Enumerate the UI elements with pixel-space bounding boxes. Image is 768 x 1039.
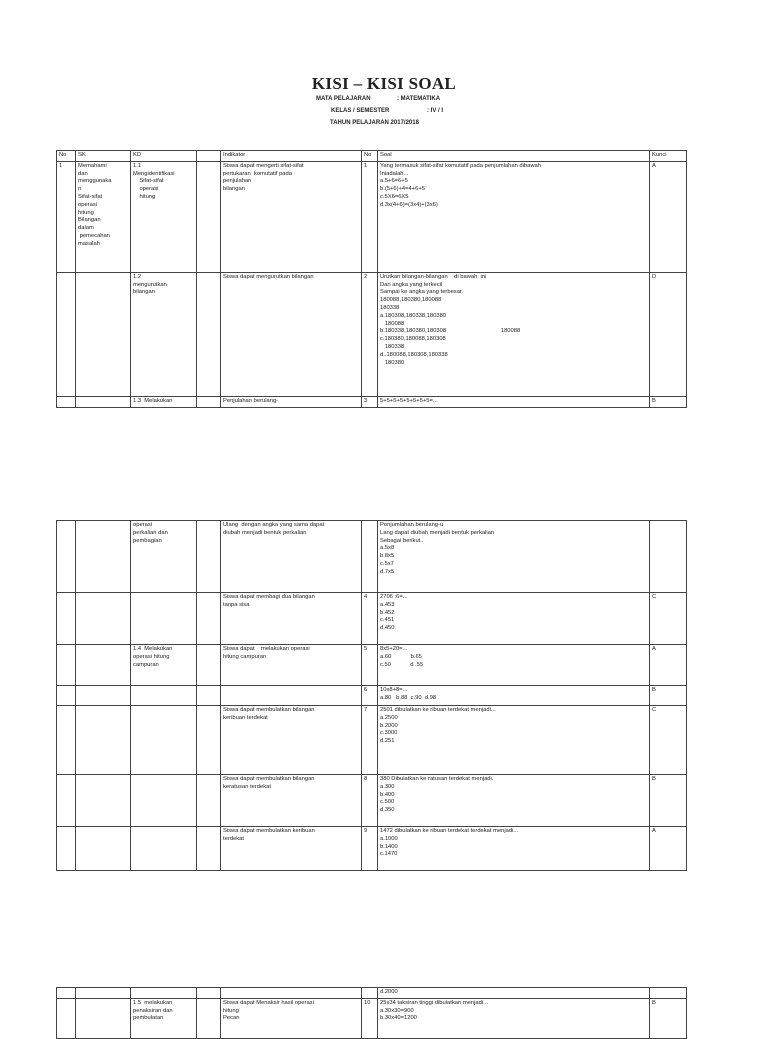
cell-text-line: 180338 <box>380 343 405 350</box>
table-row <box>57 161 687 272</box>
cell-text-line: Urutkan bilangan-bilangan di bawah ini <box>380 273 487 280</box>
soal-cell <box>378 645 650 686</box>
cell-text-line: b.1400 <box>380 843 398 850</box>
cell-text-line: 180088 <box>380 320 405 327</box>
kunci-cell: A <box>650 645 687 686</box>
soal-cell <box>378 686 650 706</box>
cell-text-line: d..180088,180308,180338 <box>380 351 448 358</box>
cell-text-line: pembulatan <box>133 1015 164 1022</box>
kisi-table-page-2 <box>56 520 687 871</box>
table-row <box>57 272 687 396</box>
kd-cell <box>131 775 197 827</box>
cell-text-line: a.30x30=900 <box>380 1007 414 1014</box>
cell-text-line: Sifat-sifat <box>133 178 164 185</box>
indikator-cell <box>221 593 362 645</box>
table-row <box>57 593 687 645</box>
cell-text-line: tanpa sisa <box>223 601 250 608</box>
indikator-cell <box>221 775 362 827</box>
indikator-cell <box>221 686 362 706</box>
tahun-label: TAHUN PELAJARAN 2017/2018 <box>330 120 419 126</box>
kd-cell <box>131 827 197 871</box>
row-no: 1 <box>57 161 76 272</box>
indikator-cell <box>221 988 362 999</box>
cell-text-line: Penjulahan berulang- <box>223 397 279 404</box>
cell-text-line: pertukaran komutatif pada <box>223 170 292 177</box>
cell-text-line: 1.2 <box>133 273 142 280</box>
table-row <box>57 645 687 686</box>
indikator-cell <box>221 827 362 871</box>
table-row <box>57 521 687 593</box>
cell-text-line: a.60 b.65 <box>380 653 422 660</box>
cell-text-line: hitung <box>223 1007 239 1014</box>
sk-cell <box>76 272 131 396</box>
kunci-cell: A <box>650 161 687 272</box>
cell-text-line: d.251 <box>380 738 395 745</box>
question-number: 1 <box>362 161 378 272</box>
indikator-cell <box>221 396 362 407</box>
soal-cell <box>378 775 650 827</box>
cell-text-line: b.2000 <box>380 722 398 729</box>
cell-text-line: Penjumlahan berulang-u <box>380 522 444 528</box>
kunci-cell: C <box>650 706 687 775</box>
header-kd: KD <box>131 151 197 162</box>
table-row <box>57 998 687 1038</box>
kd-cell <box>131 593 197 645</box>
cell-text-line: masalah <box>78 240 100 247</box>
cell-text-line: keribuan terdekat <box>223 714 268 721</box>
cell-text-line: campuran <box>133 661 159 668</box>
cell-text-line: Sebagai berikut.. <box>380 537 424 544</box>
soal-cell <box>378 998 650 1038</box>
sk-cell <box>76 161 131 272</box>
kelas-label: KELAS / SEMESTER <box>331 108 390 114</box>
cell-text-line: c.451 <box>380 617 395 624</box>
kd-cell <box>131 521 197 593</box>
cell-text-line: Pecan <box>223 1015 240 1022</box>
question-number <box>362 521 378 593</box>
cell-text-line: c.50 d .55 <box>380 661 424 668</box>
cell-text-line: 5+5+5+5+5+5+5+5=... <box>380 397 438 404</box>
indikator-cell <box>221 521 362 593</box>
cell-text-line: Siswa dapat membulatkan bilangan <box>223 707 315 713</box>
cell-text-line: dalam <box>78 225 94 232</box>
cell-text-line: bilangan <box>223 186 245 193</box>
cell-text-line: Mengidentifikasi <box>133 170 175 177</box>
kelas-value: : IV / I <box>427 108 444 114</box>
kd-cell <box>131 706 197 775</box>
cell-text-line: b.400 <box>380 791 395 798</box>
kd-cell <box>131 998 197 1038</box>
cell-text-line: 2706 :6=... <box>380 594 408 600</box>
header-indikator: Indikator <box>221 151 362 162</box>
kd-cell <box>131 272 197 396</box>
row-no <box>57 272 76 396</box>
table-row <box>57 396 687 407</box>
soal-cell <box>378 706 650 775</box>
table-row <box>57 827 687 871</box>
cell-text-line: operasi hitung <box>133 653 170 660</box>
kunci-cell: B <box>650 396 687 407</box>
cell-text-line: a.1000 <box>380 835 398 842</box>
question-number: 6 <box>362 686 378 706</box>
cell-text-line: menggunaka <box>78 178 112 185</box>
kd-cell <box>131 161 197 272</box>
soal-cell <box>378 988 650 999</box>
cell-text-line: a.2500 <box>380 714 398 721</box>
kisi-table-page-3 <box>56 987 687 1039</box>
document-title: KISI – KISI SOAL <box>311 74 457 93</box>
cell-text-line: operasi <box>133 522 153 528</box>
cell-text-line: Siswa dapat mengurutkan bilangan <box>223 273 314 280</box>
cell-text-line: Iniadalah... <box>380 170 409 177</box>
cell-text-line: Siswa dapat membulatkan bilangan <box>223 776 315 782</box>
cell-text-line: pemecahan <box>78 232 110 239</box>
cell-text-line: Siswa dapat mengerti sifat-sifat <box>223 162 304 169</box>
indikator-cell <box>221 706 362 775</box>
cell-text-line: 1.4 Melakukan <box>133 646 173 652</box>
indikator-cell <box>221 998 362 1038</box>
cell-text-line: Bilangan <box>78 217 101 224</box>
question-number: 8 <box>362 775 378 827</box>
question-number: 4 <box>362 593 378 645</box>
cell-text-line: penjulahan <box>223 178 252 185</box>
cell-text-line: d.350 <box>380 807 395 814</box>
cell-text-line: mengurutkan <box>133 281 167 288</box>
kunci-cell: B <box>650 686 687 706</box>
sk-cell <box>76 396 131 407</box>
question-number: 10 <box>362 998 378 1038</box>
soal-cell <box>378 521 650 593</box>
question-number: 7 <box>362 706 378 775</box>
soal-cell <box>378 827 650 871</box>
header-blank <box>197 151 221 162</box>
cell-text-line: 380 Dibulatkan ke ratusan terdekat menjadi. <box>380 776 494 782</box>
header-row <box>57 151 687 162</box>
cell-text-line: d.7x5 <box>380 568 395 575</box>
cell-text-line: Yang termasuk sifat-sifat komutatif pada penjumlahan dibawah <box>380 162 542 169</box>
cell-text-line: Lang dapat diubah menjadi bentuk perkalian <box>380 529 495 536</box>
cell-text-line: 25x34 taksiran tinggi dibulatkan menjadi... <box>380 999 488 1006</box>
question-number <box>362 988 378 999</box>
cell-text-line: a.453 <box>380 601 395 608</box>
table-row <box>57 988 687 999</box>
cell-text-line: hitung <box>78 209 94 216</box>
kunci-cell: B <box>650 775 687 827</box>
cell-text-line: b.452 <box>380 609 395 616</box>
question-number: 5 <box>362 645 378 686</box>
cell-text-line: operasi <box>78 201 98 208</box>
cell-text-line: pembagian <box>133 537 162 544</box>
cell-text-line: terdekat <box>223 835 244 842</box>
cell-text-line: 10x8+8=... <box>380 687 408 693</box>
mapel-value: : MATEMATIKA <box>397 96 441 102</box>
cell-text-line: c.3000 <box>380 730 398 737</box>
cell-text-line: operasi <box>133 186 159 193</box>
cell-text-line: Sampai ke angka yang terbesar. <box>380 289 464 296</box>
soal-cell <box>378 593 650 645</box>
cell-text-line: n <box>78 186 82 193</box>
kd-cell <box>131 686 197 706</box>
cell-text-line: a.80 b.88 c.90 d.98 <box>380 694 437 701</box>
cell-text-line: 1472 dibulatkan ke ribuan terdekat terdekat menjadi... <box>380 828 519 834</box>
cell-text-line: perkalian dan <box>133 529 168 536</box>
cell-text-line: keratusan terdekat <box>223 783 272 790</box>
kd-cell <box>131 988 197 999</box>
header-no: No <box>57 151 76 162</box>
kisi-table-page-1 <box>56 150 687 408</box>
question-number: 2 <box>362 272 378 396</box>
cell-text-line: c.180380,180088,180308 <box>380 336 446 343</box>
cell-text-line: c.500 <box>380 799 395 806</box>
cell-text-line: Sifat-sifat <box>78 193 103 200</box>
kd-cell <box>131 396 197 407</box>
cell-text-line: 1.5 melakukan <box>133 999 173 1006</box>
cell-text-line: dan <box>78 170 88 177</box>
cell-text-line: b.180338,180380,180308 180088 <box>380 328 521 335</box>
cell-text-line: a.180308,180338,180380 <box>380 312 447 319</box>
table-row <box>57 706 687 775</box>
cell-text-line: d.3x(4+6)=(3x4)+(3x6) <box>380 201 438 208</box>
cell-text-line: hitung <box>133 193 156 200</box>
cell-text-line: Siswa dapat membulatkan keribuan <box>223 828 315 834</box>
question-number: 9 <box>362 827 378 871</box>
cell-text-line: penaksiran dan <box>133 1007 173 1014</box>
blank-cell <box>197 272 221 396</box>
question-number: 3 <box>362 396 378 407</box>
mapel-label: MATA PELAJARAN <box>316 96 371 102</box>
cell-text-line: Dari angka yang terkecil <box>380 281 443 288</box>
cell-text-line: c.1470 <box>380 851 398 858</box>
soal-cell <box>378 161 650 272</box>
indikator-cell <box>221 272 362 396</box>
blank-cell <box>197 396 221 407</box>
cell-text-line: Memahami <box>78 162 107 169</box>
cell-text-line: b.8x5 <box>380 553 395 560</box>
cell-text-line: a.5+6=6+5 <box>380 178 408 185</box>
cell-text-line: b.30x40=1200 <box>380 1015 417 1022</box>
kunci-cell: A <box>650 827 687 871</box>
cell-text-line: Siswa dapat Menaksir hasil operasi <box>223 999 314 1006</box>
cell-text-line: a.5x8 <box>380 545 395 552</box>
indikator-cell <box>221 161 362 272</box>
header-kunci: Kunci <box>650 151 687 162</box>
soal-cell <box>378 396 650 407</box>
header-sk: SK <box>76 151 131 162</box>
kunci-cell: D <box>650 272 687 396</box>
cell-text-line: diubah menjadi bentuk perkalian <box>223 529 307 536</box>
header-soal: Soal <box>378 151 650 162</box>
cell-text-line: b.(5+6)+4=4+6+5 <box>380 186 425 193</box>
cell-text-line: 1.3 Melakukan <box>133 397 173 404</box>
indikator-cell <box>221 645 362 686</box>
kunci-cell <box>650 521 687 593</box>
cell-text-line: 2501 dibulatkan ke ribuan terdekat menjadi... <box>380 707 496 713</box>
cell-text-line: a.300 <box>380 783 395 790</box>
cell-text-line: 180088,180380,180088 <box>380 297 442 304</box>
cell-text-line: 180338 <box>380 304 400 311</box>
header-no-soal: No <box>362 151 378 162</box>
cell-text-line: d.2000 <box>380 989 398 995</box>
cell-text-line: 8x5+20=... <box>380 646 408 652</box>
kunci-cell: B <box>650 998 687 1038</box>
kunci-cell: C <box>650 593 687 645</box>
cell-text-line: Ulang dengan angka yang sama dapat <box>223 522 325 528</box>
cell-text-line: Siswa dapat membagi dua bilangan <box>223 594 315 600</box>
cell-text-line: c.5x7 <box>380 560 394 567</box>
cell-text-line: 1.1 <box>133 162 142 169</box>
kd-cell <box>131 645 197 686</box>
cell-text-line: Siswa dapat melakukan operasi <box>223 646 310 652</box>
cell-text-line: d.450 <box>380 625 395 632</box>
cell-text-line: bilangan <box>133 289 155 296</box>
soal-cell <box>378 272 650 396</box>
table-row <box>57 775 687 827</box>
kunci-cell <box>650 988 687 999</box>
blank-cell <box>197 161 221 272</box>
row-no <box>57 396 76 407</box>
cell-text-line: 180380 <box>380 359 405 366</box>
cell-text-line: c.5X6=6X5 <box>380 193 409 200</box>
cell-text-line: hitung campuran <box>223 653 267 660</box>
table-row <box>57 686 687 706</box>
